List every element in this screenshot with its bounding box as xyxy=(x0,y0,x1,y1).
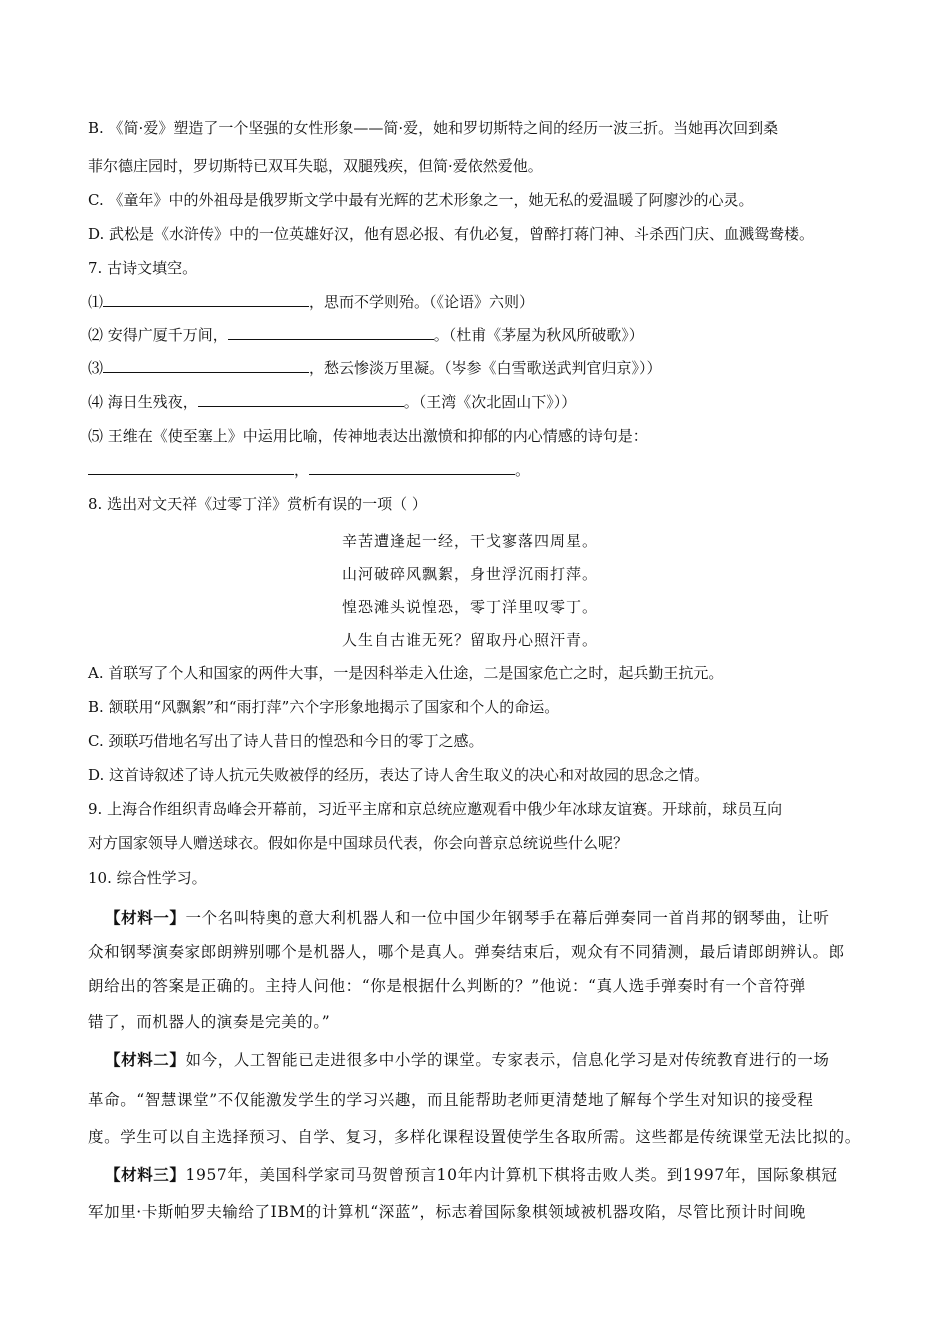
fill-blank[interactable] xyxy=(198,392,404,407)
material1-line1 xyxy=(105,906,880,928)
q7-item1-prefix: ⑴ xyxy=(88,293,104,311)
q7-item2 xyxy=(88,325,644,345)
q8-option-c: C. 颈联巧借地名写出了诗人昔日的惶恐和今日的零丁之感。 xyxy=(88,732,484,750)
q7-item3-text: ，愁云惨淡万里凝。（岑参《白雪歌送武判官归京》）） xyxy=(309,359,662,377)
material3-tag: 【材料三】 xyxy=(105,1165,186,1184)
q7-item5: ⑸ 王维在《使至塞上》中运用比喻，传神地表达出激愤和抑郁的内心情感的诗句是： xyxy=(88,427,648,445)
material2-tag: 【材料二】 xyxy=(105,1050,186,1069)
q6-option-d: D. 武松是《水浒传》中的一位英雄好汉，他有恩必报、有仇必复，曾醉打蒋门神、斗杀西门庆、血溅鸳鸯楼。 xyxy=(88,225,815,243)
poem-line: 人生自古谁无死？留取丹心照汗青。 xyxy=(342,631,599,649)
q7-item5-comma: ， xyxy=(294,461,310,479)
fill-blank[interactable] xyxy=(103,292,309,307)
q8-option-b: B. 颔联用“风飘絮”和“雨打萍”六个字形象地揭示了国家和个人的命运。 xyxy=(88,698,560,716)
fill-blank[interactable] xyxy=(228,325,434,340)
q6-option-b-line2: 菲尔德庄园时，罗切斯特已双耳失聪，双腿残疾，但简·爱依然爱他。 xyxy=(88,157,543,175)
q7-item3 xyxy=(88,358,662,378)
q6-option-b-line1: B. 《简·爱》塑造了一个坚强的女性形象——简·爱，她和罗切斯特之间的经历一波三折。当她再次回到桑 xyxy=(88,119,779,137)
q7-item1-text: ，思而不学则殆。（《论语》六则） xyxy=(309,293,535,311)
material1-tag: 【材料一】 xyxy=(105,908,186,927)
fill-blank[interactable] xyxy=(103,358,309,373)
material2-line: 度。学生可以自主选择预习、自学、复习，多样化课程设置使学生各取所需。这些都是传统课堂无法比拟的。 xyxy=(88,1128,861,1146)
q7-item2-text: 。（杜甫《茅屋为秋风所破歌》） xyxy=(433,326,644,344)
q9-line1: 9. 上海合作组织青岛峰会开幕前，习近平主席和京总统应邀观看中俄少年冰球友谊赛。开球前，球员互向 xyxy=(88,800,783,818)
q6-option-c: C. 《童年》中的外祖母是俄罗斯文学中最有光辉的艺术形象之一，她无私的爱温暖了阿廖沙的心灵。 xyxy=(88,191,754,209)
q7-item1 xyxy=(88,292,534,312)
q7-item2-prefix: ⑵ 安得广厦千万间， xyxy=(88,326,228,344)
material3-text: 1957年，美国科学家司马贺曾预言10年内计算机下棋将击败人类。到1997年，国际象棋冠 xyxy=(185,1166,838,1184)
fill-blank[interactable] xyxy=(88,460,294,475)
q7-title: 7. 古诗文填空。 xyxy=(88,259,198,277)
q8-option-a: A. 首联写了个人和国家的两件大事，一是因科举走入仕途，二是国家危亡之时，起兵勤王抗元。 xyxy=(88,664,724,682)
material1-line: 朗给出的答案是正确的。主持人问他：“你是根据什么判断的？”他说：“真人选手弹奏时有一个音符弹 xyxy=(88,977,806,995)
poem-line: 惶恐滩头说惶恐，零丁洋里叹零丁。 xyxy=(342,598,599,616)
q7-item3-prefix: ⑶ xyxy=(88,359,104,377)
material1-text: 一个名叫特奥的意大利机器人和一位中国少年钢琴手在幕后弹奏同一首肖邦的钢琴曲，让听 xyxy=(185,909,830,927)
q10-title: 10. 综合性学习。 xyxy=(88,869,207,887)
q9-line2: 对方国家领导人赠送球衣。假如你是中国球员代表，你会向普京总统说些什么呢？ xyxy=(88,834,629,852)
fill-blank[interactable] xyxy=(309,460,515,475)
q8-title: 8. 选出对文天祥《过零丁洋》赏析有误的一项（ ） xyxy=(88,495,427,513)
q7-item5-blanks xyxy=(88,460,530,480)
material3-line1 xyxy=(105,1163,880,1185)
q8-option-d: D. 这首诗叙述了诗人抗元失败被俘的经历，表达了诗人舍生取义的决心和对故园的思念之情。 xyxy=(88,766,710,784)
material2-line1 xyxy=(105,1048,880,1070)
poem-line: 辛苦遭逢起一经，干戈寥落四周星。 xyxy=(342,532,599,550)
material2-text: 如今，人工智能已走进很多中小学的课堂。专家表示，信息化学习是对传统教育进行的一场 xyxy=(185,1051,830,1069)
poem-line: 山河破碎风飘絮，身世浮沉雨打萍。 xyxy=(342,565,599,583)
q7-item4-text: 。（王湾《次北固山下》）） xyxy=(403,393,577,411)
material1-line: 错了，而机器人的演奏是完美的。” xyxy=(88,1013,331,1031)
q7-item4 xyxy=(88,392,576,412)
q7-item4-prefix: ⑷ 海日生残夜， xyxy=(88,393,198,411)
material1-line: 众和钢琴演奏家郎朗辨别哪个是机器人，哪个是真人。弹奏结束后，观众有不同猜测，最后请郎朗辨认。郎 xyxy=(88,943,845,961)
material3-line: 军加里·卡斯帕罗夫输给了IBM的计算机“深蓝”，标志着国际象棋领域被机器攻陷，尽管比预计时间晚 xyxy=(88,1203,806,1221)
material2-line: 革命。“智慧课堂”不仅能激发学生的学习兴趣，而且能帮助老师更清楚地了解每个学生对知识的接受程 xyxy=(88,1091,814,1109)
q7-item5-period: 。 xyxy=(515,461,531,479)
